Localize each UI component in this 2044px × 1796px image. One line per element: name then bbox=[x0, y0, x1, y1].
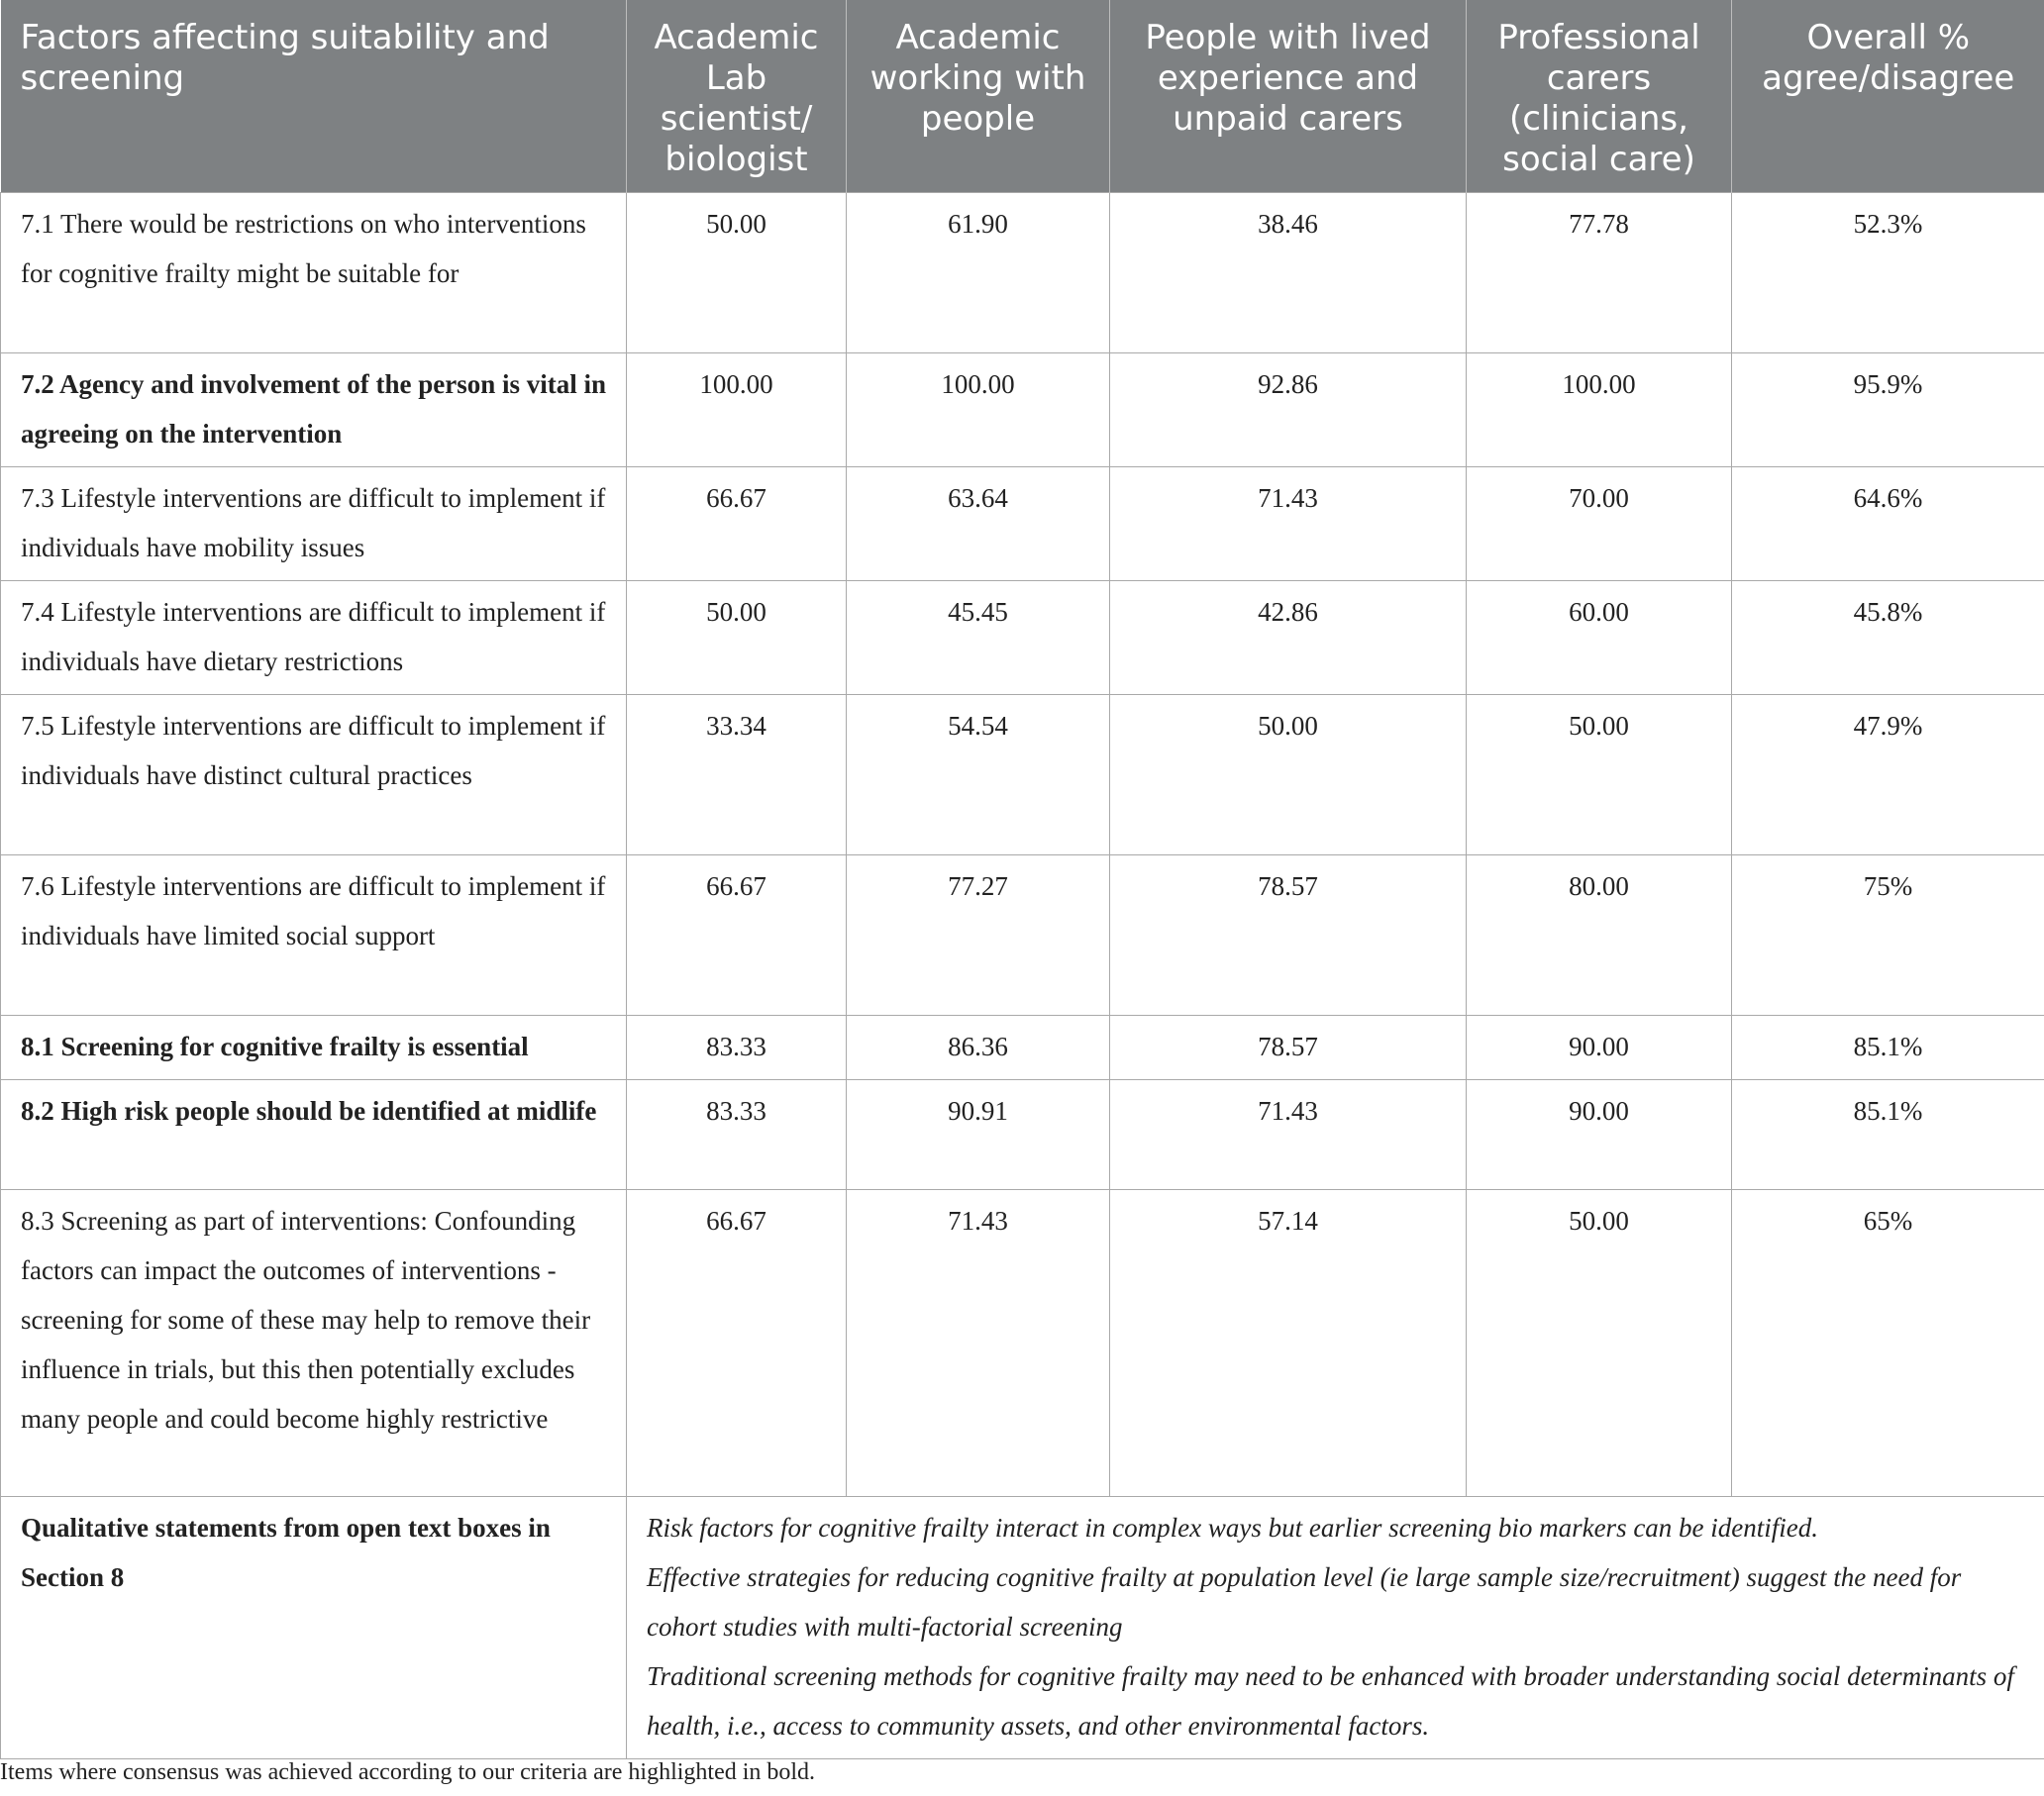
qualitative-label: Qualitative statements from open text boxes in Section 8 bbox=[1, 1497, 627, 1759]
qualitative-statement: Effective strategies for reducing cognitive frailty at population level (ie large sample size/recruitment) suggest the need for cohort studies with multi-factorial screening bbox=[647, 1562, 1962, 1642]
cell-lived: 38.46 bbox=[1110, 193, 1467, 353]
cell-professional: 80.00 bbox=[1467, 855, 1732, 1016]
cell-overall: 95.9% bbox=[1732, 353, 2044, 467]
header-professional-carers: Professional carers (clinicians, social care) bbox=[1467, 0, 1732, 193]
header-overall: Overall % agree/disagree bbox=[1732, 0, 2044, 193]
cell-overall: 47.9% bbox=[1732, 695, 2044, 855]
cell-lived: 71.43 bbox=[1110, 467, 1467, 581]
row-label: 8.2 High risk people should be identified at midlife bbox=[1, 1080, 627, 1190]
table-row bbox=[1, 1016, 2044, 1080]
row-label: 8.3 Screening as part of interventions: Confounding factors can impact the outcomes of interventions - screening for some of these may help to remove their influence in trials, but this then potentially excludes many people and could become highly restrictive bbox=[1, 1190, 627, 1497]
cell-lived: 92.86 bbox=[1110, 353, 1467, 467]
qualitative-statements bbox=[627, 1497, 2044, 1759]
table-row bbox=[1, 581, 2044, 695]
cell-people: 45.45 bbox=[847, 581, 1110, 695]
cell-overall: 52.3% bbox=[1732, 193, 2044, 353]
table-row bbox=[1, 193, 2044, 353]
row-label: 7.1 There would be restrictions on who interventions for cognitive frailty might be suitable for bbox=[1, 193, 627, 353]
row-label: 7.5 Lifestyle interventions are difficult to implement if individuals have distinct cultural practices bbox=[1, 695, 627, 855]
header-factor: Factors affecting suitability and screening bbox=[1, 0, 627, 193]
cell-lived: 78.57 bbox=[1110, 855, 1467, 1016]
header-academic-people: Academic working with people bbox=[847, 0, 1110, 193]
cell-lived: 78.57 bbox=[1110, 1016, 1467, 1080]
row-label: 7.2 Agency and involvement of the person is vital in agreeing on the intervention bbox=[1, 353, 627, 467]
cell-overall: 45.8% bbox=[1732, 581, 2044, 695]
cell-overall: 85.1% bbox=[1732, 1080, 2044, 1190]
qualitative-statement: Risk factors for cognitive frailty interact in complex ways but earlier screening bio markers can be identified. bbox=[647, 1513, 1819, 1543]
cell-overall: 75% bbox=[1732, 855, 2044, 1016]
cell-lab: 100.00 bbox=[627, 353, 847, 467]
cell-lab: 66.67 bbox=[627, 855, 847, 1016]
cell-professional: 60.00 bbox=[1467, 581, 1732, 695]
table-row bbox=[1, 855, 2044, 1016]
qualitative-statement: Traditional screening methods for cognitive frailty may need to be enhanced with broader understanding social determinants of health, i.e., access to community assets, and other environmental factors. bbox=[647, 1661, 2014, 1741]
cell-lab: 66.67 bbox=[627, 1190, 847, 1497]
cell-lab: 66.67 bbox=[627, 467, 847, 581]
table-footnote: Items where consensus was achieved according to our criteria are highlighted in bold. bbox=[0, 1759, 816, 1785]
cell-overall: 85.1% bbox=[1732, 1016, 2044, 1080]
cell-people: 54.54 bbox=[847, 695, 1110, 855]
table-header bbox=[1, 0, 2044, 193]
cell-professional: 77.78 bbox=[1467, 193, 1732, 353]
cell-people: 63.64 bbox=[847, 467, 1110, 581]
qualitative-row bbox=[1, 1497, 2044, 1759]
header-lab-scientist: Academic Lab scientist/ biologist bbox=[627, 0, 847, 193]
row-label: 8.1 Screening for cognitive frailty is essential bbox=[1, 1016, 627, 1080]
cell-lived: 71.43 bbox=[1110, 1080, 1467, 1190]
row-label: 7.3 Lifestyle interventions are difficult to implement if individuals have mobility issues bbox=[1, 467, 627, 581]
cell-professional: 50.00 bbox=[1467, 695, 1732, 855]
cell-people: 90.91 bbox=[847, 1080, 1110, 1190]
cell-lived: 50.00 bbox=[1110, 695, 1467, 855]
table-row bbox=[1, 695, 2044, 855]
cell-professional: 100.00 bbox=[1467, 353, 1732, 467]
cell-people: 61.90 bbox=[847, 193, 1110, 353]
cell-professional: 90.00 bbox=[1467, 1016, 1732, 1080]
cell-lab: 83.33 bbox=[627, 1080, 847, 1190]
header-row bbox=[1, 0, 2044, 193]
table-row bbox=[1, 467, 2044, 581]
cell-professional: 90.00 bbox=[1467, 1080, 1732, 1190]
cell-lab: 33.34 bbox=[627, 695, 847, 855]
cell-professional: 50.00 bbox=[1467, 1190, 1732, 1497]
table-body bbox=[1, 193, 2044, 1759]
cell-lived: 42.86 bbox=[1110, 581, 1467, 695]
table-row bbox=[1, 1080, 2044, 1190]
cell-people: 71.43 bbox=[847, 1190, 1110, 1497]
header-lived-experience: People with lived experience and unpaid carers bbox=[1110, 0, 1467, 193]
cell-lab: 83.33 bbox=[627, 1016, 847, 1080]
cell-people: 77.27 bbox=[847, 855, 1110, 1016]
cell-overall: 65% bbox=[1732, 1190, 2044, 1497]
table-row bbox=[1, 353, 2044, 467]
cell-overall: 64.6% bbox=[1732, 467, 2044, 581]
cell-people: 86.36 bbox=[847, 1016, 1110, 1080]
row-label: 7.6 Lifestyle interventions are difficult to implement if individuals have limited social support bbox=[1, 855, 627, 1016]
table-row bbox=[1, 1190, 2044, 1497]
cell-lab: 50.00 bbox=[627, 581, 847, 695]
row-label: 7.4 Lifestyle interventions are difficult to implement if individuals have dietary restrictions bbox=[1, 581, 627, 695]
cell-people: 100.00 bbox=[847, 353, 1110, 467]
cell-lab: 50.00 bbox=[627, 193, 847, 353]
cell-professional: 70.00 bbox=[1467, 467, 1732, 581]
cell-lived: 57.14 bbox=[1110, 1190, 1467, 1497]
